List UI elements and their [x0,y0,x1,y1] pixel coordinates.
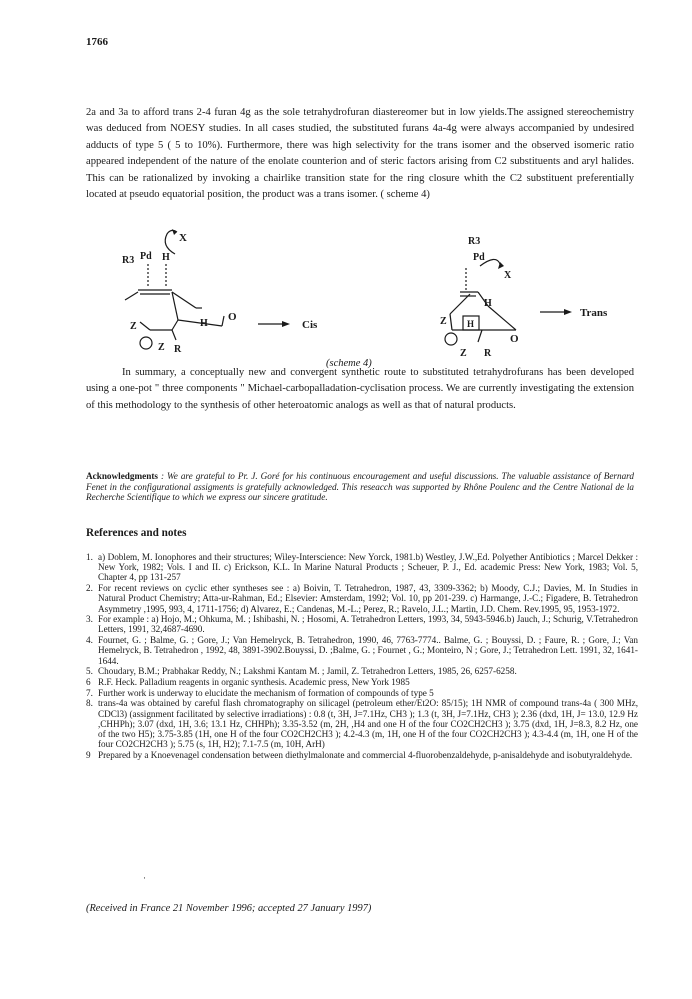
reference-text: For example : a) Hojo, M.; Ohkuma, M. ; Ishibashi, N. ; Hosomi, A. Tetrahedron Letters, 1993, 34, 5943-5946.b) Jauch, J.; Schurig, V.Tetrahedron Letters, 1991, 32,4687-4690. [98,614,638,635]
scheme-atom-r3-left: R3 [122,255,135,266]
scheme-atom-pd-right: Pd [473,252,485,263]
reference-number: 1. [86,552,93,562]
reference-text: trans-4a was obtained by careful flash chromatography on silicagel (petroleum ether/Et2O: 85/15); 1H NMR of compound trans-4a ( 300 MHz, CDCl3) (assignment facilitated by selective irradiations) : 0.8 (t, 3H, J=7.1Hz, CH3 ); 1.3 (t, 3H, J=7.1Hz, CH3 ); 2.36 (dxd, 1H, J= 13.0, 12.9 Hz ,CHHPh); 3.07 (dxd, 1H, 3.6; 13.1 Hz, CHHPh); 3.35-3.52 (m, 2H, ,H4 and one H of the four CO2CH2CH3 ); 3.75 (dxd, 1H, J=8.3, 8.2 Hz, one of the two H5); 3.75-3.85 (1H, one H of the four CO2CH2CH3 ); 4.2-4.3 (m, 1H, one H of the four CO2CH2CH3 ); 4.3-4.4 (m, 1H, one H of the four CO2CH2CH3 ); 5.75 (s, 1H, H2); 7.1-7.5 (m, 10H, ArH) [98,698,638,750]
acknowledgments-label: Acknowledgments [86,471,158,481]
body-paragraph-2: In summary, a conceptually new and convergent synthetic route to substituted tetrahydrofurans has been developed using a one-pot " three components " Michael-carbopalladation-cyclisation process. We are currently investigating the extension of this methodology to the synthesis of other heteroatomic analogs as well as that of natural products. [86,367,634,411]
reference-text: a) Doblem, M. Ionophores and their structures; Wiley-Interscience: New Yorck, 1981.b) Westley, J.W.,Ed. Polyether Antibiotics ; Marcel Dekker : New York, 1982; Vols. I and II. c) Erickson, K.L. In Marine Natural Products ; Scheuer, P. J., Ed. academic Press: New York, 1983; Vol. 5, Chapter 4, pp 131-257 [98,552,638,583]
reference-item [86,635,638,666]
scheme-atom-h-right-ring: H [467,319,475,329]
cis-transition-structure [125,229,224,349]
reference-number: 8. [86,698,93,709]
reference-item [86,698,638,749]
scheme-atom-z-left-upper: Z [130,321,137,332]
cis-arrow [258,321,290,327]
reference-item [86,688,638,698]
reference-item [86,677,638,687]
scheme-atom-r-left: R [174,344,182,355]
reference-item [86,750,638,760]
trans-label: Trans [580,307,608,319]
scheme-atom-o-left: O [228,311,237,323]
scheme-atom-h-left-ring: H [200,318,208,329]
reference-number: 4. [86,635,93,646]
reference-text: Fournet, G. ; Balme, G. ; Gore, J.; Van Hemelryck, B. Tetrahedron, 1990, 46, 7763-7774.. Balme, G. ; Bouyssi, D. ; Faure, R. ; Gore, J.; Van Hemelryck, B. Tetrahedron , 1992, 48, 3891-3902.Bouyssi, D. ;Balme, G. ; Fournet , G.; Monteiro, N ; Gore, J.; Tetrahedron Lett. 1991, 32, 1641-1644. [98,635,638,666]
page-number: 1766 [86,36,108,48]
scheme-atom-x-left: X [179,232,187,244]
acknowledgments [86,471,634,503]
reference-text: For recent reviews on cyclic ether syntheses see : a) Boivin, T. Tetrahedron, 1987, 43, 3309-3362; b) Moody, C.J.; Davies, M. In Studies in Natural Product Chemistry; Atta-ur-Rahman, Ed.; Elsevier: Amsterdam, 1992; Vol. 10, pp 201-239. c) Harmange, J.-C.; Figadere, B. Tetrahedron Asymmetry ,1995, 993, 4, 1711-1756; d) Alvarez, E.; Candenas, M.-L.; Perez, R.; Ravelo, J.L.; Martin, J.D. Chem. Rev.1995, 95, 1953-1972. [98,583,638,614]
reference-number: 3. [86,614,93,625]
scheme-atom-r3-right: R3 [468,236,481,247]
trans-arrow [540,309,572,315]
scheme-atom-z-right-lower: Z [460,348,467,359]
scheme-atom-pd-left: Pd [140,251,152,262]
scheme-atom-h-right: H [484,298,492,309]
stray-mark: · [143,873,146,883]
references-heading: References and notes [86,527,187,539]
reference-item [86,614,638,634]
scheme-atom-z-left-lower: Z [158,342,165,353]
reference-text: Further work is underway to elucidate the mechanism of formation of compounds of type 5 [98,687,434,698]
received-note: (Received in France 21 November 1996; accepted 27 January 1997) [86,903,372,914]
reaction-scheme-4 [80,226,640,371]
cis-label: Cis [302,319,318,331]
reference-number: 9 [86,749,91,760]
scheme-atom-h-left: H [162,252,170,263]
reference-text: Choudary, B.M.; Prabhakar Reddy, N.; Lakshmi Kantam M. ; Jamil, Z. Tetrahedron Letters, 1985, 26, 6257-6258. [98,666,517,677]
scheme-caption: (scheme 4) [326,358,372,369]
reference-number: 5. [86,666,93,677]
scheme-atom-r-right: R [484,348,492,359]
reference-item [86,666,638,676]
scheme-atom-x-right: X [504,270,512,281]
scheme-atom-o-right: O [510,333,519,345]
reference-number: 6 [86,676,91,687]
reference-item [86,583,638,614]
reference-text: Prepared by a Knoevenagel condensation between diethylmalonate and commercial 4-fluorobenzaldehyde, p-anisaldehyde and isobutyraldehyde. [98,749,633,760]
reference-item [86,552,638,583]
body-paragraph-1: 2a and 3a to afford trans 2-4 furan 4g as the sole tetrahydrofuran diastereomer but in low yields.The assigned stereochemistry was deduced from NOESY studies. In all cases studied, the substituted furans 4a-4g were always accompanied by undesired adducts of type 5 ( 5 to 10%). Furthermore, there was high selectivity for the trans isomer and the observed isomeric ratio appeared independent of the nature of the enolate counterion and of steric factors arising from C2 substituents and aryl halides. This can be rationalized by invoking a chairlike transition state for the ring closure whith the C2 substituent preferentially located at pseudo equatorial position, the product was a trans isomer. ( scheme 4) [86,107,634,201]
reference-list [86,552,638,761]
reference-number: 7. [86,687,93,698]
reference-number: 2. [86,583,93,594]
scheme-atom-z-right-upper: Z [440,316,447,327]
reference-text: R.F. Heck. Palladium reagents in organic synthesis. Academic press, New York 1985 [98,676,410,687]
acknowledgments-text: : We are grateful to Pr. J. Goré for his continuous encouragement and useful discussions. The valuable assistance of Bernard Fenet in the configurational assigments is gratefully acknowledged. This reseacch was supported by Rhône Poulenc and the Centre National de la Recherche Scientifique to which we express our sincere gratitude. [86,471,634,503]
